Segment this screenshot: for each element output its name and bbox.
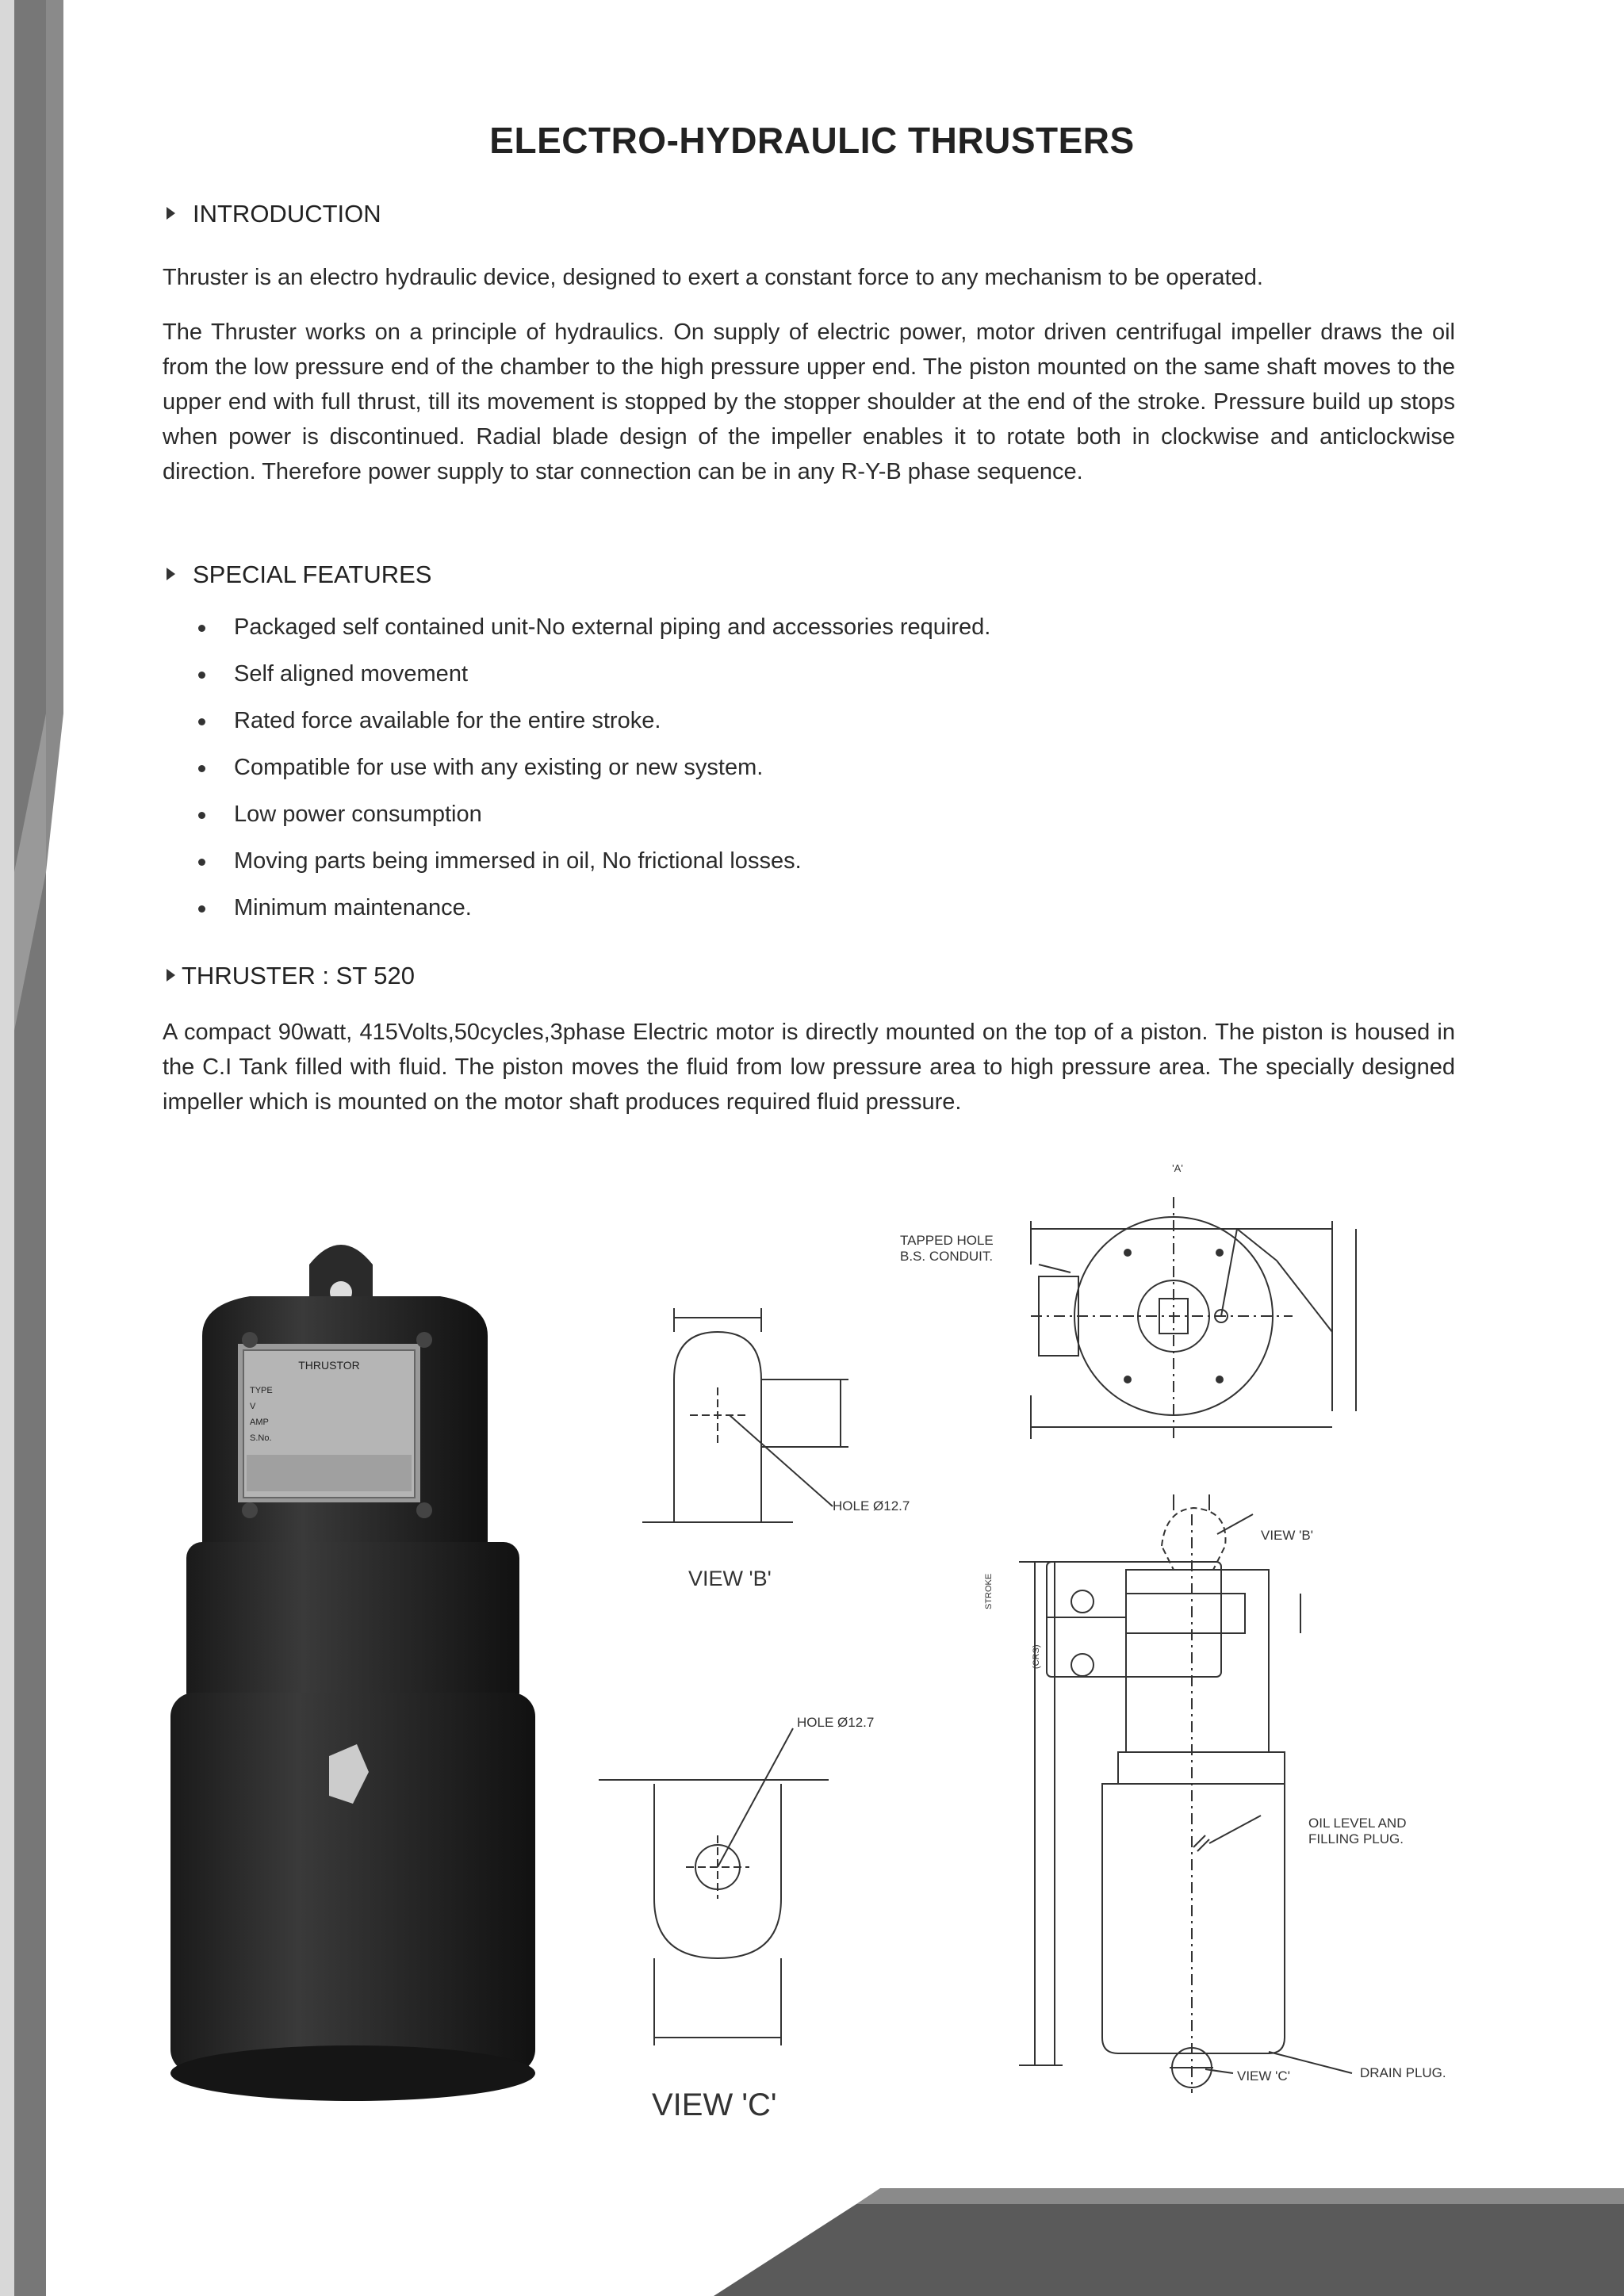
list-item: Self aligned movement: [198, 651, 990, 698]
plate-row-v: V: [250, 1402, 256, 1411]
oil-level-label-line2: FILLING PLUG.: [1308, 1831, 1404, 1846]
introduction-paragraph-2: The Thruster works on a principle of hydraulics. On supply of electric power, motor driven centrifugal impeller draws the oil from the low pressure end of the chamber to the high pressure upper end. The piston mounted on the same shaft moves to the upper end with full thrust, till its movement is stopped by the stopper shoulder at the end of the stroke. Pressure build up stops when power is discontinued. Radial blade design of the impeller enables it to rotate both in clockwise and anticlockwise direction. Therefore power supply to star connection can be in any R-Y-B phase sequence.: [163, 320, 1455, 484]
list-item: Low power consumption: [198, 791, 990, 838]
side-view: [1019, 1494, 1352, 2093]
plate-title: THRUSTOR: [298, 1359, 360, 1372]
hole-b-label: HOLE Ø12.7: [833, 1498, 910, 1513]
tapped-hole-label-line1: TAPPED HOLE: [900, 1233, 994, 1248]
triangle-bullet-icon: [167, 568, 175, 580]
plate-row-amp: AMP: [250, 1418, 269, 1427]
drain-plug-label: DRAIN PLUG.: [1360, 2065, 1446, 2080]
oil-level-label-line1: OIL LEVEL AND: [1308, 1816, 1407, 1831]
view-c-reference-label: VIEW 'C': [1237, 2068, 1290, 2084]
label-a: 'A': [1172, 1162, 1183, 1174]
introduction-paragraph-1: Thruster is an electro hydraulic device, designed to exert a constant force to any mechanism to be operated.: [163, 265, 1263, 290]
page-title: ELECTRO-HYDRAULIC THRUSTERS: [489, 120, 1135, 161]
triangle-bullet-icon: [167, 207, 175, 220]
special-features-heading: [167, 561, 431, 589]
view-c-drawing: [599, 1728, 829, 2045]
top-view: [1031, 1197, 1356, 1443]
plate-row-sno: S.No.: [250, 1433, 272, 1443]
list-item: Rated force available for the entire stroke.: [198, 698, 990, 744]
list-item: Packaged self contained unit-No external piping and accessories required.: [198, 604, 990, 651]
thruster-paragraph: A compact 90watt, 415Volts,50cycles,3phase Electric motor is directly mounted on the top of a piston. The piston is housed in the C.I Tank filled with fluid. The piston moves the fluid from low pressure area to high pressure area. The specially designed impeller which is mounted on the motor shaft produces required fluid pressure.: [163, 1020, 1455, 1115]
view-b-reference-label: VIEW 'B': [1261, 1528, 1313, 1543]
bottom-decorative-band: [0, 2188, 1624, 2296]
plate-row-type: TYPE: [250, 1386, 273, 1395]
triangle-bullet-icon: [167, 969, 175, 982]
introduction-heading-label: INTRODUCTION: [193, 200, 381, 228]
list-item: Compatible for use with any existing or new system.: [198, 744, 990, 791]
features-list: [198, 604, 990, 932]
thruster-photo: [170, 1217, 535, 2105]
left-edge-strip: [0, 0, 63, 2296]
thruster-heading: [167, 962, 415, 990]
hole-c-label: HOLE Ø12.7: [797, 1715, 875, 1730]
view-b-drawing: [642, 1308, 848, 1522]
view-b-caption: VIEW 'B': [688, 1567, 772, 1590]
stroke-label: STROKE: [984, 1573, 994, 1609]
introduction-heading: [167, 200, 381, 228]
view-c-caption: VIEW 'C': [652, 2087, 777, 2122]
special-features-heading-label: SPECIAL FEATURES: [193, 561, 432, 588]
tapped-hole-label-line2: B.S. CONDUIT.: [900, 1249, 994, 1264]
list-item: Moving parts being immersed in oil, No frictional losses.: [198, 838, 990, 885]
list-item: Minimum maintenance.: [198, 885, 990, 932]
technical-drawing: [571, 1142, 1491, 2141]
crs-label: (CRS): [1032, 1644, 1041, 1669]
thruster-heading-label: THRUSTER : ST 520: [182, 962, 416, 989]
